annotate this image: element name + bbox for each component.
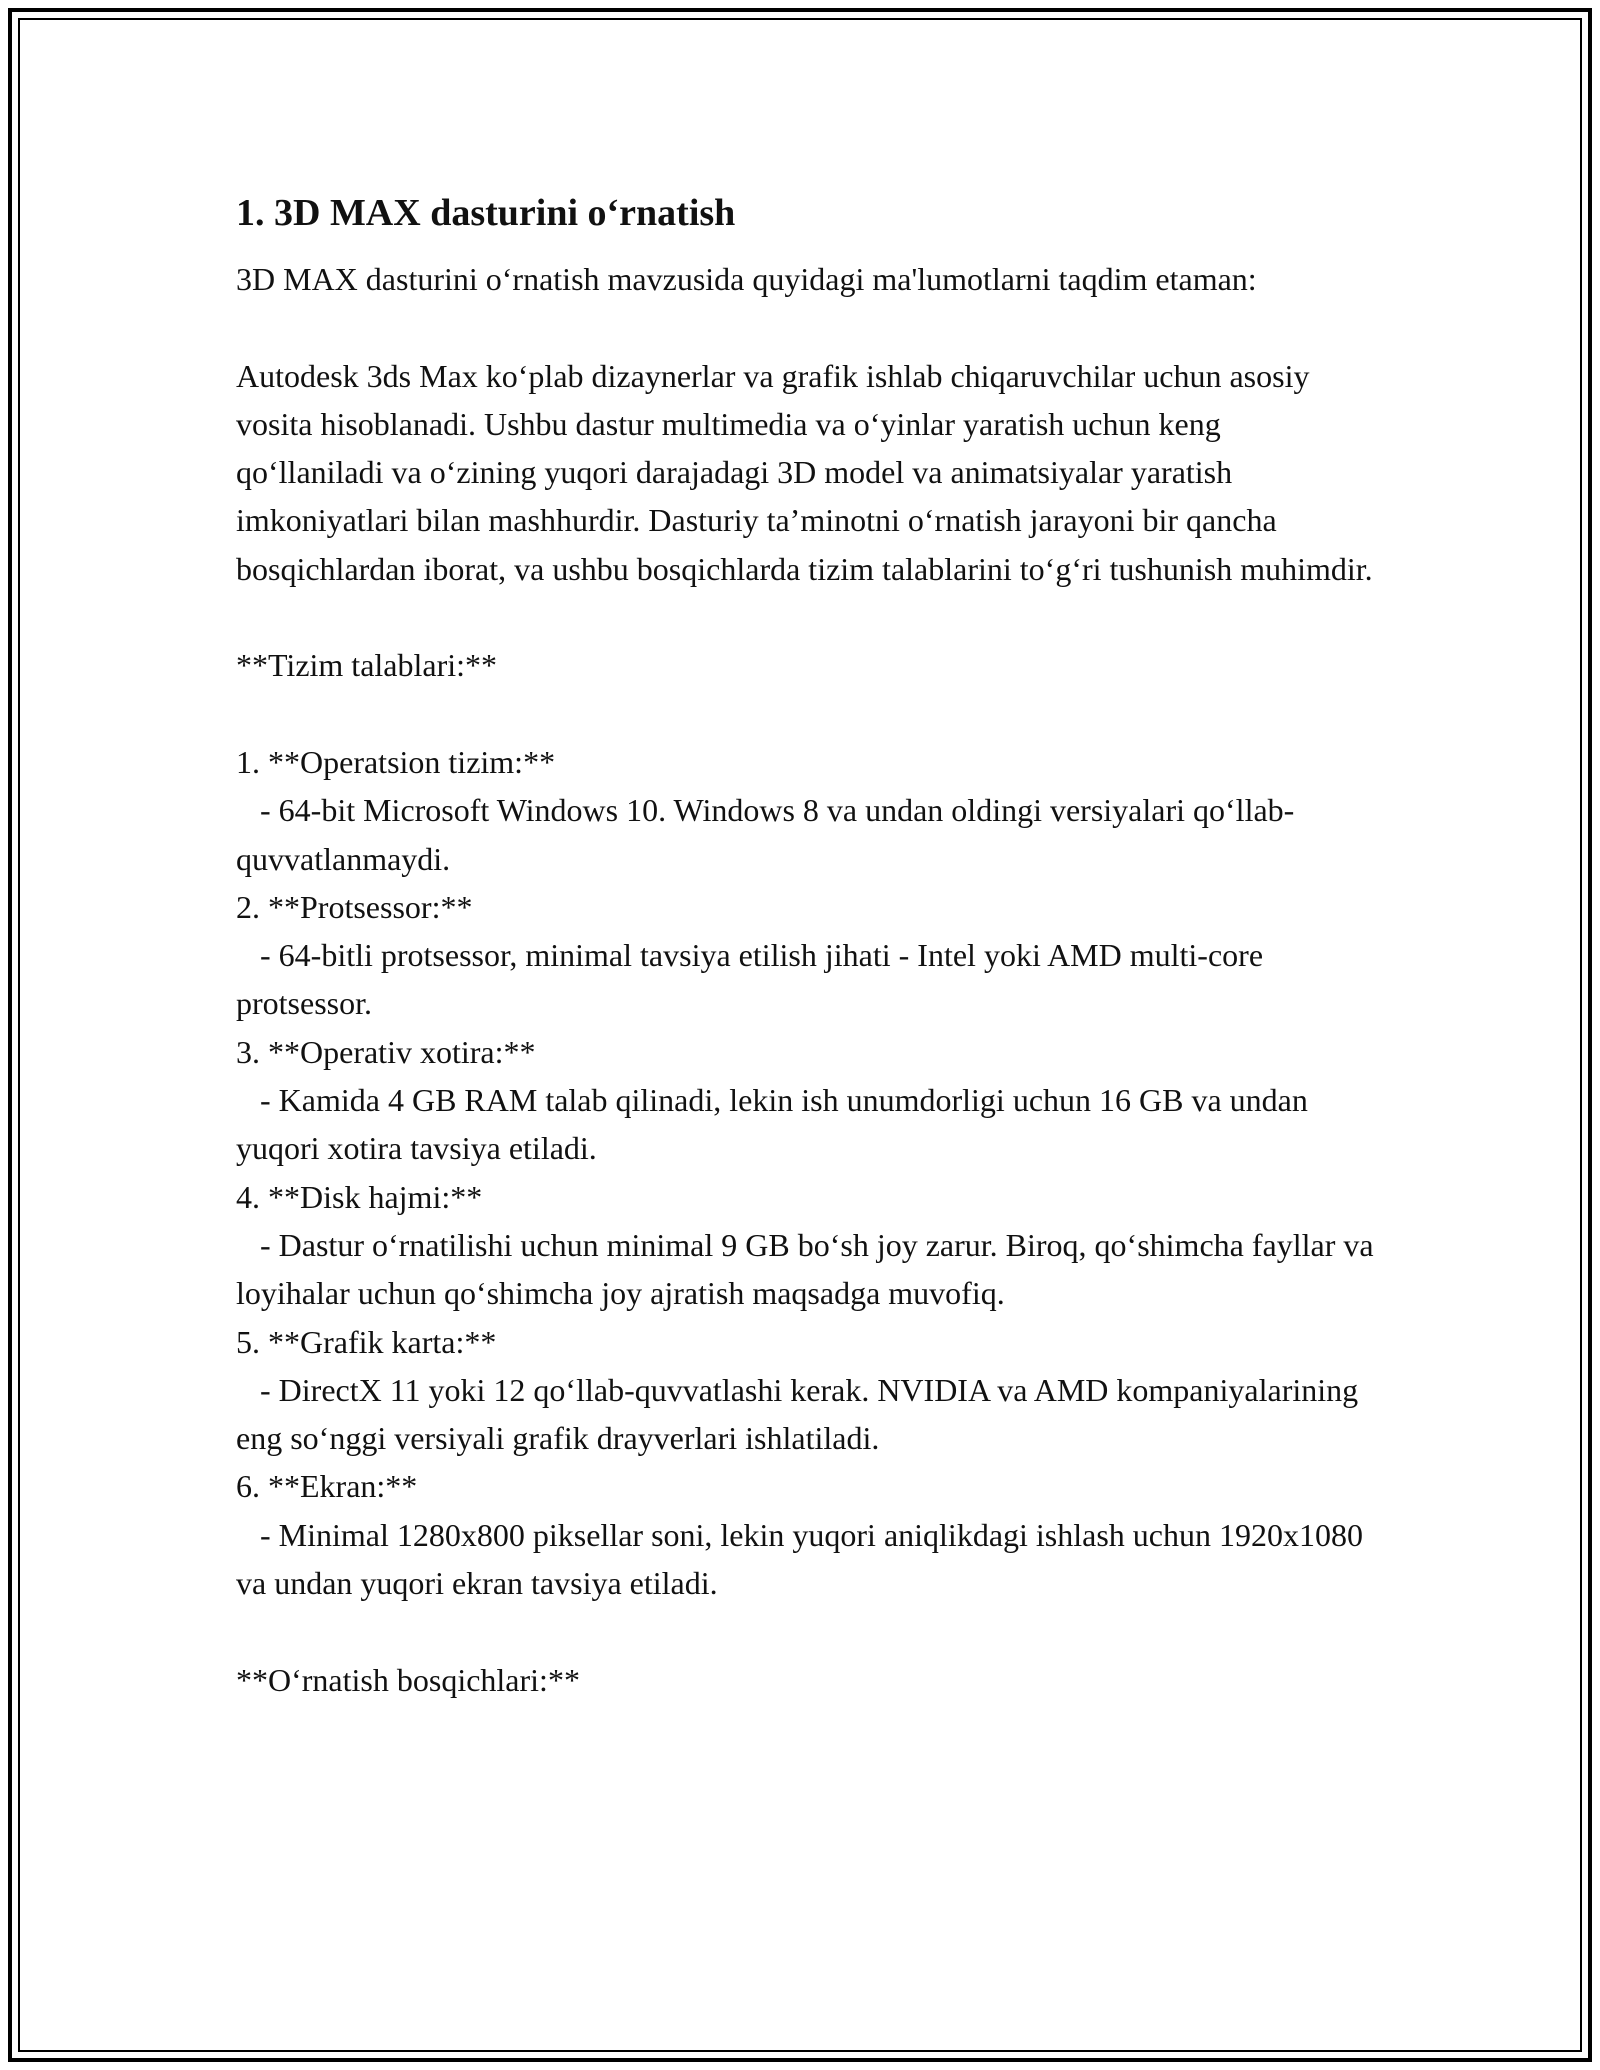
requirement-text-disk: - Dastur o‘rnatilishi uchun minimal 9 GB bo‘sh joy zarur. Biroq, qo‘shimcha fayllar va loyihalar uchun qo‘shimcha joy ajratish maqsadga muvofiq. (236, 1226, 1382, 1312)
requirements-title: **Tizim talablari:** (236, 647, 498, 684)
intro-paragraph: 3D MAX dasturini o‘rnatish mavzusida quyidagi ma'lumotlarni taqdim etaman: (236, 261, 1257, 297)
paragraph-spacer (236, 303, 1376, 351)
requirement-label-ram: 3. **Operativ xotira:** (236, 1033, 536, 1070)
page-title: 1. 3D MAX dasturini o‘rnatish (236, 192, 736, 234)
paragraph-spacer (236, 593, 1376, 641)
requirement-text-os: - 64-bit Microsoft Windows 10. Windows 8 va undan oldingi versiyalari qo‘llab-quvvatlanmaydi. (236, 792, 1295, 877)
paragraph-spacer (236, 1607, 1376, 1655)
requirement-text-cpu: - 64-bitli protsessor, minimal tavsiya etilish jihati - Intel yoki AMD multi-core protsessor. (236, 937, 1272, 1022)
requirement-label-cpu: 2. **Protsessor:** (236, 888, 473, 925)
requirement-label-display: 6. **Ekran:** (236, 1468, 418, 1505)
document-body (236, 185, 1382, 1704)
paragraph-spacer (236, 690, 1376, 738)
steps-title: **O‘rnatish bosqichlari:** (236, 1661, 580, 1698)
description-paragraph: Autodesk 3ds Max ko‘plab dizaynerlar va grafik ishlab chiqaruvchilar uchun asosiy vosita hisoblanadi. Ushbu dastur multimedia va o‘yinlar yaratish uchun keng qo‘llaniladi va o‘zining yuqori darajadagi 3D model va animatsiyalar yaratish imkoniyatlari bilan mashhurdir. Dasturiy ta’minotni o‘rnatish jarayoni bir qancha bosqichlardan iborat, va ushbu bosqichlarda tizim talablarini to‘g‘ri tushunish muhimdir. (236, 357, 1373, 587)
requirement-label-disk: 4. **Disk hajmi:** (236, 1178, 483, 1215)
requirement-text-display: - Minimal 1280x800 piksellar soni, lekin yuqori aniqlikdagi ishlash uchun 1920x1080 va undan yuqori ekran tavsiya etiladi. (236, 1516, 1371, 1602)
requirement-label-gpu: 5. **Grafik karta:** (236, 1323, 497, 1360)
requirements-list (236, 738, 1382, 1607)
requirement-label-os: 1. **Operatsion tizim:** (236, 743, 556, 780)
requirement-text-ram: - Kamida 4 GB RAM talab qilinadi, lekin ish unumdorligi uchun 16 GB va undan yuqori xotira tavsiya etiladi. (236, 1082, 1316, 1167)
requirement-text-gpu: - DirectX 11 yoki 12 qo‘llab-quvvatlashi kerak. NVIDIA va AMD kompaniyalarining eng so‘nggi versiyali grafik drayverlari ishlatiladi. (236, 1371, 1367, 1457)
